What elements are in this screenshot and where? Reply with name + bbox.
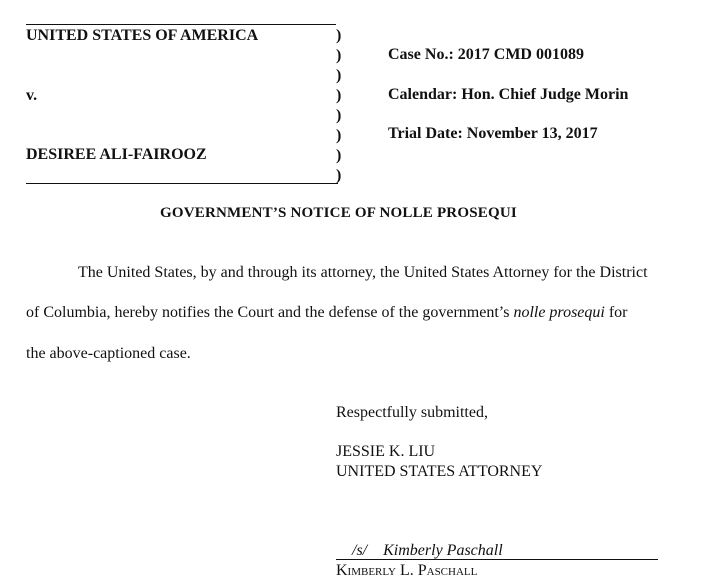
paren: ) [336, 127, 342, 144]
document-title: GOVERNMENT’S NOTICE OF NOLLE PROSEQUI [160, 205, 517, 221]
body-line-2-text: of Columbia, hereby notifies the Court and the defense of the government’s [26, 304, 514, 321]
body-line-3: the above-captioned case. [26, 345, 191, 362]
paren: ) [336, 67, 342, 84]
versus-label: v. [26, 87, 38, 104]
nolle-prosequi-italic: nolle prosequi [513, 304, 605, 321]
paren: ) [336, 167, 342, 184]
body-line-2-tail: for [604, 304, 628, 321]
printed-name: Kimberly L. Paschall [336, 562, 478, 579]
body-line-2 [26, 304, 628, 322]
attorney-title: UNITED STATES ATTORNEY [336, 463, 543, 480]
plaintiff-name: UNITED STATES OF AMERICA [26, 27, 259, 44]
sig-name: Kimberly Paschall [383, 542, 503, 559]
defendant-name: DESIREE ALI-FAIROOZ [26, 146, 207, 163]
paren: ) [336, 147, 342, 164]
closing-line: Respectfully submitted, [336, 404, 488, 421]
body-line-1: The United States, by and through its attorney, the United States Attorney for the District [78, 264, 648, 281]
signature-line [336, 559, 658, 560]
caption-top-rule [26, 24, 336, 25]
paren: ) [336, 107, 342, 124]
paren: ) [336, 27, 342, 44]
calendar-judge: Calendar: Hon. Chief Judge Morin [388, 86, 629, 103]
sig-prefix: /s/ [352, 542, 368, 559]
paren: ) [336, 87, 342, 104]
case-number: Case No.: 2017 CMD 001089 [388, 46, 584, 63]
trial-date: Trial Date: November 13, 2017 [388, 125, 598, 142]
caption-bottom-rule [26, 183, 338, 184]
attorney-name: JESSIE K. LIU [336, 443, 436, 460]
electronic-signature [352, 542, 503, 560]
paren: ) [336, 47, 342, 64]
